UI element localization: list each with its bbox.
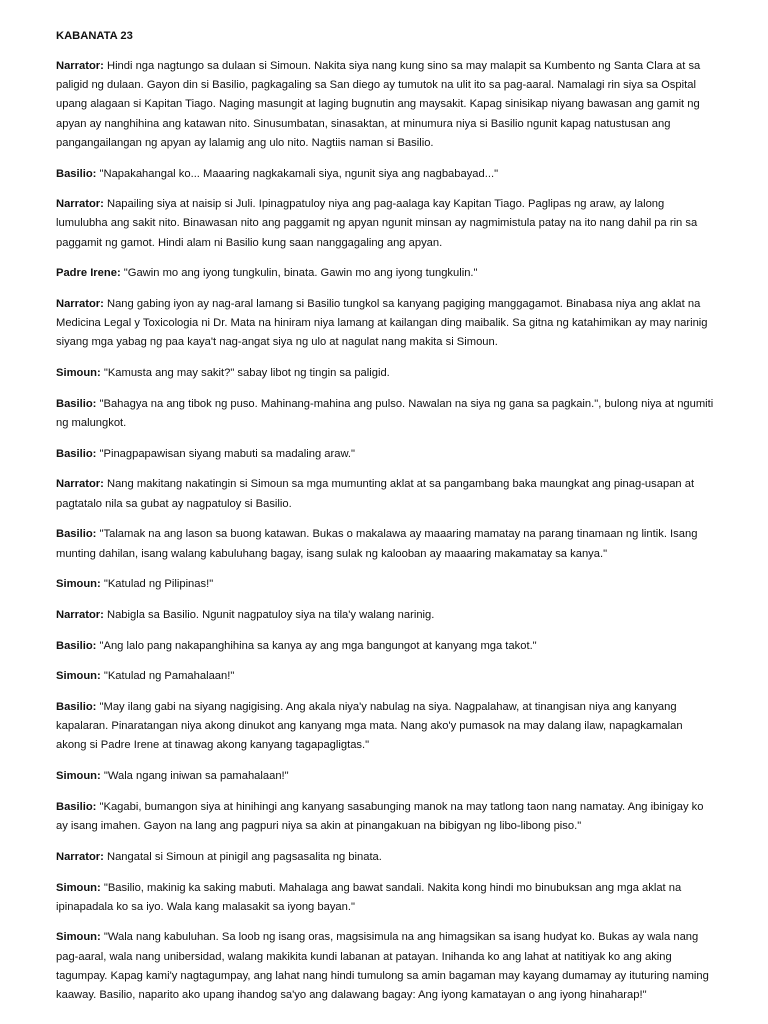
speaker-label: Basilio: [56,397,97,410]
speaker-label: Padre Irene: [56,267,121,280]
speaker-label: Narrator: [56,60,104,72]
dialogue-paragraph [56,445,716,464]
dialogue-paragraph [56,165,716,184]
dialogue-paragraph [56,767,716,786]
paragraph-text: "May ilang gabi na siyang nagigising. Ang akala niya'y nabulag na siya. Nagpalahaw, at tinangisan niya ang kanyang kapalaran. Pinaratangan niya akong dinukot ang kanyang mga mata. Nang ako'y pumasok na may dalang ilaw, napagkamalan akong si Padre Irene at tinawag akong kanyang tagapagligtas." [56,701,683,752]
paragraph-text: "Kagabi, bumangon siya at hinihingi ang kanyang sasabunging manok na may tatlong taon nang namatay. Ang ibinigay ko ay isang imahen. Gayon na lang ang pagpuri niya sa akin at pinangakuan na bibigyan ng libo-libong piso." [56,800,704,833]
speaker-label: Basilio: [56,639,97,652]
speaker-label: Basilio: [56,447,97,460]
paragraph-text: "Ang lalo pang nakapanghihina sa kanya ay ang mga bangungot at kanyang mga takot." [96,639,537,652]
speaker-label: Simoun: [56,367,101,380]
speaker-label: Basilio: [56,528,97,541]
paragraph-text: "Wala ngang iniwan sa pamahalaan!" [100,770,289,783]
paragraph-text: "Katulad ng Pamahalaan!" [100,670,235,683]
paragraph-text: "Napakahangal ko... Maaaring nagkakamali siya, ngunit siya ang nagbabayad..." [96,167,499,180]
speaker-label: Narrator: [56,298,104,311]
paragraph-list [56,57,716,1005]
paragraph-text: Napailing siya at naisip si Juli. Ipinagpatuloy niya ang pag-aalaga kay Kapitan Tiago. Paglipas ng araw, ay lalong lumulubha ang sakit nito. Binawasan nito ang paggamit ng apyan ngunit minsan ay nagmimistula patay na ito nang dahil pa rin sa paggamit ng gamot. Hindi alam ni Basilio kung saan nanggagaling ang apyan. [56,198,698,249]
speaker-label: Basilio: [56,167,97,180]
paragraph-text: "Kamusta ang may sakit?" sabay libot ng tingin sa paligid. [100,367,390,380]
speaker-label: Narrator: [56,850,104,863]
speaker-label: Narrator: [56,608,104,621]
paragraph-text: Nang gabing iyon ay nag-aral lamang si Basilio tungkol sa kanyang pagiging manggagamot. Binabasa niya ang aklat na Medicina Legal y Toxicologia ni Dr. Mata na hiniram niya lamang at kailangan ding maibalik. Sa gitna ng katahimikan ay may narinig siyang mga yabag ng paa kaya't nag-angat siya ng ulo at nagulat nang makita si Simoun. [56,298,708,349]
paragraph-text: "Wala nang kabuluhan. Sa loob ng isang oras, magsisimula na ang himagsikan sa isang hudyat ko. Bukas ay wala nang pag-aaral, wala nang unibersidad, walang makikita kundi labanan at patayan. Inihanda ko ang lahat at natitiyak ko ang aking tagumpay. Kapag kami'y nagtagumpay, ang lahat nang hindi tumulong sa amin bagaman may kayang dumamay ay ituturing naming kaaway. Basilio, naparito ako upang ihandog sa'yo ang dalawang bagay: Ang iyong kamatayan o ang iyong hinaharap!" [56,931,709,1002]
speaker-label: Simoun: [56,881,101,894]
chapter-title: KABANATA 23 [56,30,133,42]
dialogue-paragraph [56,848,716,867]
speaker-label: Narrator: [56,198,104,211]
dialogue-paragraph [56,295,716,353]
dialogue-paragraph [56,575,716,594]
dialogue-paragraph [56,698,716,756]
dialogue-paragraph [56,798,716,836]
paragraph-text: "Bahagya na ang tibok ng puso. Mahinang-mahina ang pulso. Nawalan na siya ng gana sa pagkain.", bulong niya at ngumiti ng malungkot. [56,397,714,430]
dialogue-paragraph [56,195,716,253]
paragraph-text: Hindi nga nagtungo sa dulaan si Simoun. Nakita siya nang kung sino sa may malapit sa Kumbento ng Santa Clara at sa paligid ng dulaan. Gayon din si Basilio, pagkagaling sa San diego ay tumutok na ulit ito sa pag-aaral. Namalagi rin siya sa Ospital upang alagaan si Kapitan Tiago. Naging masungit at laging bugnutin ang maysakit. Kapag sinisikap niyang bawasan ang gamit ng apyan ay nanghihina ang katawan nito. Sinusumbatan, sinasaktan, at minumura niya si Basilio ngunit kapag natustusan ang pangangailangan ng apyan ay lalamig ang ulo nito. Nagtiis naman si Basilio. [56,60,701,149]
dialogue-paragraph [56,364,716,383]
dialogue-paragraph [56,475,716,513]
paragraph-text: "Talamak na ang lason sa buong katawan. Bukas o makalawa ay maaaring mamatay na parang tinamaan ng lintik. Isang munting dahilan, isang walang kabuluhang bagay, isang sulak ng kalooban ay maaaring makamatay sa kanya." [56,528,698,560]
paragraph-text: "Katulad ng Pilipinas!" [100,578,214,591]
paragraph-text: "Gawin mo ang iyong tungkulin, binata. Gawin mo ang iyong tungkulin." [120,267,478,280]
dialogue-paragraph [56,57,716,153]
paragraph-text: Nabigla sa Basilio. Ngunit nagpatuloy siya na tila'y walang narinig. [103,608,435,621]
speaker-label: Basilio: [56,800,97,813]
document-page [56,30,716,1017]
speaker-label: Narrator: [56,478,104,491]
paragraph-text: "Pinagpapawisan siyang mabuti sa madaling araw." [96,447,355,460]
dialogue-paragraph [56,637,716,656]
paragraph-text: Nang makitang nakatingin si Simoun sa mga mumunting aklat at sa pangambang baka maungkat ang pinag-usapan at pagtatalo nila sa gubat ay nagpatuloy si Basilio. [56,478,695,510]
dialogue-paragraph [56,606,716,625]
dialogue-paragraph [56,264,716,283]
dialogue-paragraph [56,395,716,433]
speaker-label: Simoun: [56,770,101,783]
paragraph-text: Nangatal si Simoun at pinigil ang pagsasalita ng binata. [103,850,382,863]
dialogue-paragraph [56,667,716,686]
speaker-label: Simoun: [56,578,101,591]
speaker-label: Simoun: [56,931,101,944]
dialogue-paragraph [56,879,716,917]
dialogue-paragraph [56,525,716,563]
speaker-label: Simoun: [56,670,101,683]
paragraph-text: "Basilio, makinig ka saking mabuti. Mahalaga ang bawat sandali. Nakita kong hindi mo binubuksan ang mga aklat na ipinapadala ko sa iyo. Wala kang malasakit sa iyong bayan." [56,881,682,913]
speaker-label: Basilio: [56,701,97,714]
dialogue-paragraph [56,928,716,1005]
